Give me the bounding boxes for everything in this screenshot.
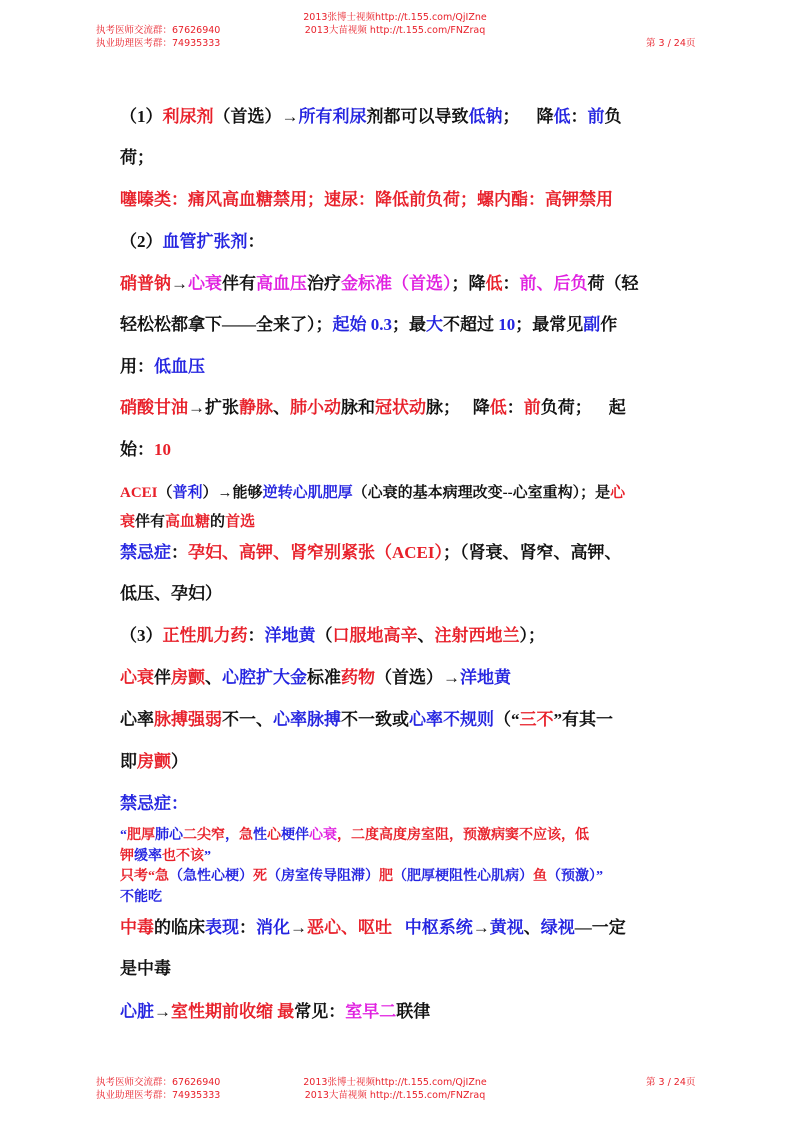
text-segment: ）； <box>519 626 545 645</box>
footer-video2-link[interactable]: 2013大苗视频 http://t.155.com/FNZraq <box>304 1090 486 1101</box>
text-line <box>120 315 617 335</box>
text-segment: （房室传导阻滞） <box>267 869 379 884</box>
text-segment: ： <box>239 918 256 937</box>
text-segment: （1） <box>120 107 163 126</box>
text-segment: 心衰 <box>188 274 222 293</box>
text-segment: 的临床 <box>154 918 205 937</box>
text-segment: ： <box>247 232 265 251</box>
text-segment: 、 <box>205 668 222 687</box>
text-line <box>120 626 545 646</box>
text-segment: 心衰 <box>120 668 154 687</box>
text-segment: 利尿剂 <box>162 107 214 126</box>
text-segment: 脉和 <box>341 398 375 417</box>
text-segment: （“ <box>494 710 520 729</box>
text-segment: 治疗 <box>307 274 341 293</box>
header-page-number: 第 3 / 24页 <box>646 38 696 49</box>
text-segment: 三不 <box>519 710 554 729</box>
footer-group2: 执业助理医考群：74935333 <box>96 1090 221 1101</box>
text-segment: ，二度高度房室阻，预激病窦不应该，低 <box>337 828 589 843</box>
text-line <box>120 483 625 503</box>
text-segment: 房颤 <box>137 752 171 771</box>
text-line <box>120 959 171 979</box>
text-line <box>120 107 622 127</box>
text-segment: —一定 <box>574 918 626 937</box>
text-segment: 中毒 <box>120 918 154 937</box>
text-segment: ： <box>506 398 524 417</box>
text-segment: 口服地高辛 <box>332 626 418 645</box>
header-group1: 执考医师交流群：67626940 <box>96 25 221 36</box>
text-segment: 逆转心肌肥厚 <box>262 485 353 501</box>
text-segment: 性 <box>253 828 267 843</box>
text-segment: 高血糖 <box>165 514 211 530</box>
text-line <box>120 1002 430 1022</box>
text-line <box>120 888 162 908</box>
text-segment: 起始 <box>332 315 371 334</box>
text-segment: 联律 <box>396 1002 431 1021</box>
text-segment: 冠状动 <box>375 398 426 417</box>
text-segment: ；最常见 <box>515 315 584 334</box>
text-segment: 即 <box>120 752 137 771</box>
text-segment: ”有其一 <box>553 710 613 729</box>
text-segment: 所有利尿 <box>298 107 367 126</box>
text-segment: 心 <box>267 828 281 843</box>
text-segment: 荷； <box>120 148 154 167</box>
text-segment: →扩张 <box>188 398 239 417</box>
text-line <box>120 232 265 252</box>
text-segment: 正性肌力药 <box>162 626 248 645</box>
text-segment: （2） <box>120 232 163 251</box>
text-segment: 金标准（首选） <box>341 274 452 293</box>
text-segment: 低 <box>485 274 503 293</box>
text-segment: 房颤 <box>171 668 205 687</box>
text-line <box>120 512 255 532</box>
text-segment: 心衰 <box>309 828 337 843</box>
text-segment: → <box>290 918 307 937</box>
text-segment: 肥 <box>379 869 393 884</box>
text-segment: （ <box>315 626 333 645</box>
text-line <box>120 357 205 377</box>
text-segment: 脉搏强弱 <box>154 710 222 729</box>
text-segment: 心腔扩大金 <box>222 668 307 687</box>
text-segment: 首选 <box>225 514 256 530</box>
text-segment: 的 <box>210 514 226 530</box>
text-segment: 硝普钠 <box>120 274 171 293</box>
footer-video1-link[interactable]: 2013张博士视频http://t.155.com/QjIZne <box>303 1077 487 1088</box>
text-segment: （首选）→ <box>375 668 460 687</box>
text-segment: 脉； 降 <box>426 398 490 417</box>
text-segment: 前 <box>523 398 541 417</box>
text-segment: 普利 <box>172 485 203 501</box>
text-segment: ， <box>225 828 239 843</box>
text-segment: 剂都可以导致 <box>366 107 469 126</box>
text-segment: 衰 <box>120 514 136 530</box>
text-segment: 孕妇、高钾、肾窄别紧张（ACEI） <box>188 543 444 562</box>
text-segment: 伴 <box>154 668 171 687</box>
text-segment: （首选）→ <box>213 107 299 126</box>
text-segment: 肺小动 <box>290 398 341 417</box>
text-segment: 洋地黄 <box>460 668 511 687</box>
text-segment: ；最 <box>392 315 426 334</box>
text-segment: ；（肾衰、肾窄、高钾、 <box>443 543 622 562</box>
text-segment: 噻嗪类：痛风高血糖禁用；速尿：降低前负荷；螺内酯：高钾禁用 <box>120 190 613 209</box>
text-line <box>120 274 639 294</box>
text-line <box>120 398 626 418</box>
text-line <box>120 584 222 604</box>
text-segment: ： <box>171 543 188 562</box>
text-segment: 血管扩张剂 <box>162 232 248 251</box>
text-segment: 高血压 <box>256 274 307 293</box>
text-segment: 梗伴 <box>281 828 309 843</box>
text-segment: 荷（轻 <box>587 274 639 293</box>
text-line <box>120 543 622 563</box>
text-segment: 低钠 <box>468 107 503 126</box>
text-segment: 药物 <box>341 668 375 687</box>
text-segment: 前 <box>587 107 605 126</box>
text-segment: 、 <box>523 918 541 937</box>
text-segment: 用： <box>120 357 154 376</box>
text-segment: ： <box>247 626 265 645</box>
text-segment: 心脏 <box>120 1002 154 1021</box>
text-segment: 0.3 <box>370 315 392 334</box>
text-segment: 轻松松都拿下——全来了）； <box>120 315 333 334</box>
text-segment: 禁忌症： <box>120 794 188 813</box>
text-segment: 不一致或 <box>341 710 409 729</box>
text-segment: 死 <box>253 869 267 884</box>
text-segment: 黄视 <box>489 918 524 937</box>
text-line <box>120 148 154 168</box>
text-segment: 副 <box>583 315 601 334</box>
text-line <box>120 918 626 938</box>
text-line <box>120 668 511 688</box>
text-segment: ： <box>502 274 520 293</box>
text-segment: 恶心、呕吐 <box>307 918 392 937</box>
text-line <box>120 847 211 867</box>
text-segment: 缓率 <box>134 849 162 864</box>
text-segment: （3） <box>120 626 163 645</box>
text-segment: 绿视 <box>540 918 575 937</box>
text-segment: 心率脉搏 <box>273 710 341 729</box>
text-segment: 低 <box>553 107 571 126</box>
text-segment: ；降 <box>451 274 486 293</box>
text-segment: ” <box>204 849 211 864</box>
text-segment: 心率不规则 <box>409 710 494 729</box>
text-segment: 静脉 <box>239 398 273 417</box>
text-segment: 负荷； 起 <box>540 398 626 417</box>
text-segment: 低 <box>489 398 507 417</box>
header-group2: 执业助理医考群：74935333 <box>96 38 221 49</box>
text-segment: 肥厚 <box>127 828 155 843</box>
text-segment: 不超过 <box>443 315 499 334</box>
text-segment: 急 <box>239 828 253 843</box>
text-segment: 不能吃 <box>120 890 162 905</box>
text-segment: 低压、孕妇） <box>120 584 222 603</box>
text-segment: 洋地黄 <box>264 626 316 645</box>
text-segment: ACEI <box>120 485 158 501</box>
text-segment: （ <box>157 485 173 501</box>
footer-group1: 执考医师交流群：67626940 <box>96 1077 221 1088</box>
text-segment: 大 <box>426 315 443 334</box>
text-line <box>120 752 188 772</box>
text-segment: ： <box>570 107 588 126</box>
text-segment: 不一、 <box>222 710 273 729</box>
text-line <box>120 794 188 814</box>
text-segment: 是中毒 <box>120 959 171 978</box>
text-segment: 10 <box>498 315 516 334</box>
text-line <box>120 190 613 210</box>
text-segment: → <box>171 274 188 293</box>
text-segment: 标准 <box>307 668 341 687</box>
text-segment: （心衰的基本病理改变--心室重构）；是 <box>352 485 611 501</box>
text-segment: 也不该 <box>162 849 204 864</box>
text-segment: 禁忌症 <box>120 543 171 562</box>
text-segment: （急性心梗） <box>169 869 253 884</box>
text-line <box>120 826 589 846</box>
text-segment: 10 <box>154 440 171 459</box>
text-segment: → <box>154 1002 171 1021</box>
text-segment: 室性期前收缩 <box>171 1002 278 1021</box>
text-segment: ； 降 <box>502 107 554 126</box>
text-segment: 肺心 <box>155 828 183 843</box>
text-line <box>120 710 613 730</box>
text-segment: 心 <box>610 485 626 501</box>
text-segment: 硝酸甘油 <box>120 398 188 417</box>
text-segment: 伴有 <box>135 514 166 530</box>
text-line <box>120 867 603 887</box>
text-segment: 、 <box>417 626 435 645</box>
text-segment: 消化 <box>256 918 290 937</box>
text-segment: ）→能够 <box>202 485 263 501</box>
header-video2-link[interactable]: 2013大苗视频 http://t.155.com/FNZraq <box>304 25 486 36</box>
text-segment: 二尖窄 <box>183 828 225 843</box>
text-segment: 常见： <box>294 1002 346 1021</box>
text-segment <box>392 918 405 937</box>
text-segment: “ <box>120 828 127 843</box>
text-segment: 心率 <box>120 710 154 729</box>
text-segment: 室早二 <box>345 1002 397 1021</box>
text-segment: 表现 <box>205 918 239 937</box>
text-line <box>120 440 171 460</box>
text-segment: （肥厚梗阻性心肌病） <box>393 869 533 884</box>
text-segment: 始： <box>120 440 154 459</box>
text-segment: 注射西地兰 <box>434 626 520 645</box>
text-segment: 最 <box>277 1002 295 1021</box>
text-segment: 负 <box>604 107 622 126</box>
text-segment: 中枢系统 <box>404 918 473 937</box>
text-segment: （预激）” <box>547 869 603 884</box>
text-segment: 作 <box>600 315 618 334</box>
text-segment: 只考“ <box>120 869 155 884</box>
text-segment: 钾 <box>120 849 134 864</box>
text-segment: ） <box>171 752 188 771</box>
text-segment: → <box>472 918 490 937</box>
text-segment: 伴有 <box>222 274 256 293</box>
text-segment: 鱼 <box>533 869 547 884</box>
header-video1-link[interactable]: 2013张博士视频http://t.155.com/QjIZne <box>303 12 487 23</box>
text-segment: 急 <box>155 869 169 884</box>
text-segment: 、 <box>273 398 290 417</box>
footer-page-number: 第 3 / 24页 <box>646 1077 696 1088</box>
text-segment: 前、后负 <box>519 274 588 293</box>
text-segment: 低血压 <box>154 357 205 376</box>
